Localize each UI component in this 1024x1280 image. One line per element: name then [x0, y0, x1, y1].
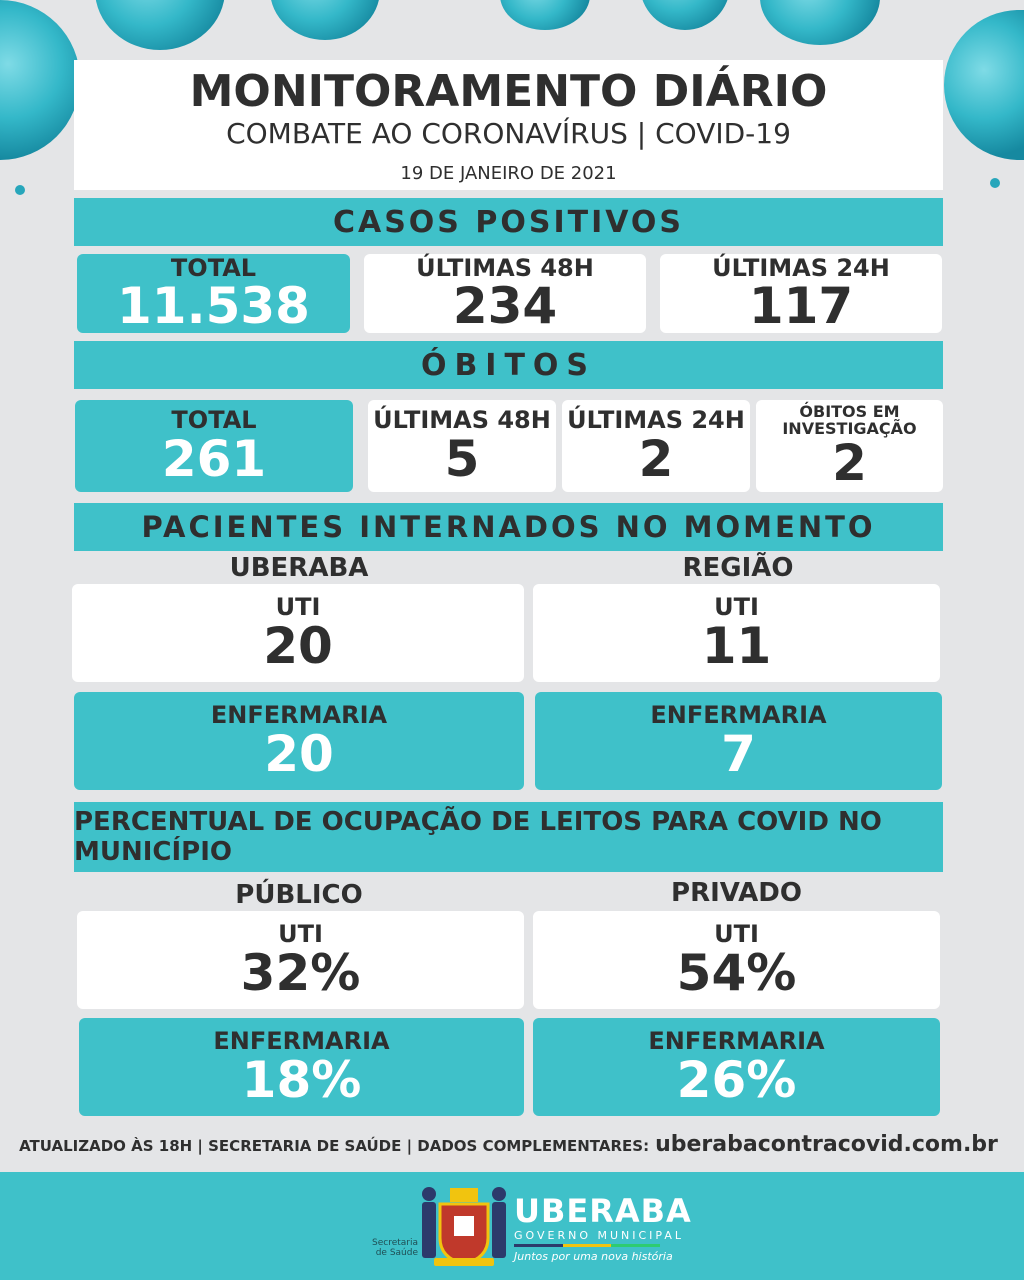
regiao-label: REGIÃO: [682, 553, 794, 583]
obitos-24h-label: ÚLTIMAS 24H: [567, 406, 745, 435]
regiao-enfermaria-card: [535, 692, 942, 790]
publico-enfermaria-card: [79, 1018, 524, 1116]
casos-24h-card: [660, 253, 942, 336]
privado-enfermaria-card: [533, 1018, 940, 1116]
regiao-uti-label: UTI: [714, 593, 759, 622]
internados-band: PACIENTES INTERNADOS NO MOMENTO: [74, 503, 943, 551]
virus-decoration-top: [640, 0, 730, 30]
virus-decoration-top: [760, 0, 880, 45]
obitos-48h-card: [368, 400, 556, 492]
casos-total-label: TOTAL: [170, 253, 257, 282]
publico-uti-card: [77, 911, 524, 1009]
regiao-uti-card: [533, 584, 940, 682]
publico-label: PÚBLICO: [235, 880, 363, 910]
obitos-24h-card: [562, 400, 750, 492]
casos-48h-label: ÚLTIMAS 48H: [416, 253, 594, 282]
obitos-total-card: [75, 400, 353, 492]
virus-decoration-top: [95, 0, 225, 50]
footer-note-text: ATUALIZADO ÀS 18H | SECRETARIA DE SAÚDE | DADOS COMPLEMENTARES:: [19, 1137, 650, 1155]
casos-band: CASOS POSITIVOS: [74, 198, 943, 246]
privado-enfermaria-value: 26%: [676, 1050, 797, 1109]
report-date: 19 DE JANEIRO DE 2021: [400, 163, 617, 184]
virus-decoration-top: [270, 0, 380, 40]
publico-uti-label: UTI: [278, 920, 323, 949]
casos-total-value: 11.538: [117, 277, 310, 336]
virus-spike: [990, 178, 1000, 188]
casos-24h-value: 117: [748, 277, 854, 336]
uberaba-uti-card: [72, 584, 524, 682]
footer-site-link[interactable]: uberabacontracovid.com.br: [655, 1132, 998, 1157]
brand-stripe: [514, 1244, 660, 1247]
privado-uti-value: 54%: [676, 943, 797, 1002]
brand-bar: [0, 1172, 1024, 1280]
privado-enfermaria-label: ENFERMARIA: [648, 1027, 825, 1056]
uberaba-enfermaria-value: 20: [264, 724, 334, 783]
uberaba-uti-value: 20: [263, 616, 333, 675]
regiao-enfermaria-value: 7: [721, 724, 756, 783]
brand-name: UBERABA: [514, 1192, 692, 1230]
uberaba-uti-label: UTI: [275, 593, 321, 622]
virus-spike: [15, 185, 25, 195]
page-title: MONITORAMENTO DIÁRIO: [189, 66, 828, 117]
obitos-total-label: TOTAL: [171, 406, 257, 435]
uberaba-enfermaria-label: ENFERMARIA: [210, 701, 388, 730]
casos-total-card: [77, 253, 350, 336]
page-subtitle: COMBATE AO CORONAVÍRUS | COVID-19: [226, 117, 791, 150]
virus-decoration-top: [500, 0, 590, 30]
uberaba-enfermaria-card: [74, 692, 524, 790]
privado-label: PRIVADO: [671, 878, 802, 908]
privado-uti-label: UTI: [714, 920, 759, 949]
obitos-48h-value: 5: [444, 429, 480, 488]
casos-24h-label: ÚLTIMAS 24H: [712, 253, 890, 282]
regiao-enfermaria-label: ENFERMARIA: [650, 701, 827, 730]
obitos-48h-label: ÚLTIMAS 48H: [373, 406, 551, 435]
ocupacao-band: PERCENTUAL DE OCUPAÇÃO DE LEITOS PARA COVID NO MUNICÍPIO: [74, 802, 943, 872]
casos-48h-value: 234: [452, 277, 558, 336]
publico-enfermaria-label: ENFERMARIA: [213, 1027, 390, 1056]
obitos-24h-value: 2: [638, 429, 674, 488]
privado-uti-card: [533, 911, 940, 1009]
regiao-uti-value: 11: [701, 616, 772, 675]
publico-enfermaria-value: 18%: [241, 1050, 362, 1109]
footer-note: [19, 1132, 998, 1157]
uberaba-label: UBERABA: [229, 553, 369, 583]
obitos-total-value: 261: [161, 429, 267, 488]
obitos-band: ÓBITOS: [74, 341, 943, 389]
casos-48h-card: [364, 253, 646, 336]
publico-uti-value: 32%: [240, 943, 361, 1002]
brand-sub: GOVERNO MUNICIPAL: [514, 1229, 685, 1242]
brand-slogan: Juntos por uma nova história: [514, 1250, 673, 1263]
secretaria-label: Secretaria de Saúde: [372, 1238, 418, 1259]
coat-of-arms-icon: [420, 1180, 508, 1270]
obitos-investigacao-label: ÓBITOS EM INVESTIGAÇÃO: [782, 402, 917, 438]
virus-decoration-left: [0, 0, 80, 160]
obitos-investigacao-value: 2: [832, 433, 867, 492]
virus-decoration-right: [944, 10, 1024, 160]
obitos-investigacao-card: [756, 400, 943, 492]
